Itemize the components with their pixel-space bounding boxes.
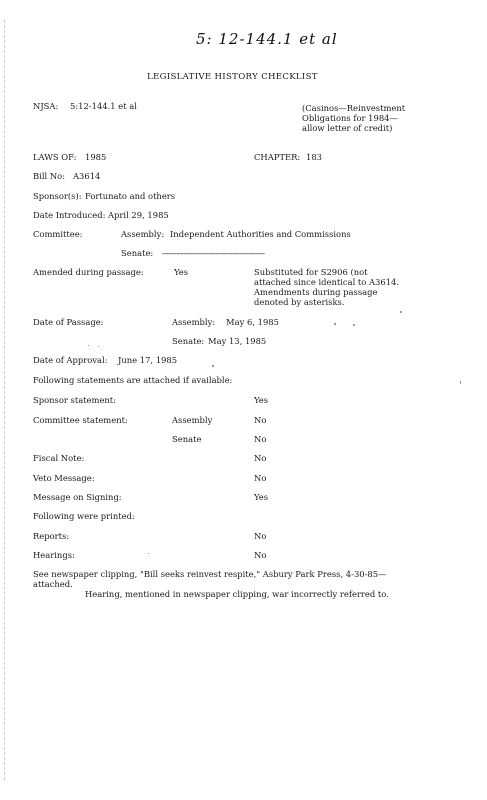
hearings-value: No	[254, 550, 267, 560]
passage-assembly-value: May 6, 1985	[226, 317, 279, 327]
scan-speck	[353, 324, 355, 326]
scan-speck	[98, 346, 99, 347]
scan-speck	[460, 381, 461, 384]
veto-message-label: Veto Message:	[33, 473, 95, 483]
scan-edge-line	[4, 20, 5, 780]
page-title: LEGISLATIVE HISTORY CHECKLIST	[147, 72, 318, 82]
chapter-label: CHAPTER:	[254, 152, 301, 162]
committee-statement-senate-value: No	[254, 434, 267, 444]
scan-speck	[334, 323, 336, 325]
committee-label: Committee:	[33, 229, 83, 239]
clipping-note: See newspaper clipping, "Bill seeks reinvest respite," Asbury Park Press, 4-30-85— attached.	[33, 569, 387, 589]
njsa-value: 5:12-144.1 et al	[70, 101, 137, 111]
reports-value: No	[254, 531, 267, 541]
amended-note: Substituted for S2906 (not attached since identical to A3614. Amendments during passage denoted by asterisks.	[254, 267, 400, 307]
chapter-value: 183	[306, 152, 322, 162]
committee-assembly-label: Assembly:	[121, 229, 165, 239]
committee-statement-senate-label: Senate	[172, 434, 202, 444]
passage-senate-label: Senate:	[172, 336, 205, 346]
committee-senate-blank: --------------------------------------------	[162, 248, 265, 258]
date-introduced-label: Date Introduced:	[33, 210, 106, 220]
printed-heading: Following were printed:	[33, 511, 135, 521]
handwritten-note: 5: 12-144.1 et al	[196, 30, 338, 48]
reports-label: Reports:	[33, 531, 70, 541]
date-of-approval-label: Date of Approval:	[33, 355, 108, 365]
committee-statement-label: Committee statement:	[33, 415, 128, 425]
bill-no-value: A3614	[73, 171, 101, 181]
committee-assembly-value: Independent Authorities and Commissions	[170, 229, 351, 239]
amended-value: Yes	[174, 267, 189, 277]
hearings-label: Hearings:	[33, 550, 75, 560]
sponsor-statement-value: Yes	[254, 395, 269, 405]
scan-speck	[148, 553, 149, 554]
fiscal-note-label: Fiscal Note:	[33, 453, 85, 463]
committee-senate-label: Senate:	[121, 248, 154, 258]
hearing-note: Hearing, mentioned in newspaper clipping, war incorrectly referred to.	[85, 589, 389, 599]
sponsors-value: Fortunato and others	[85, 191, 176, 201]
passage-senate-value: May 13, 1985	[208, 336, 267, 346]
amended-label: Amended during passage:	[33, 267, 144, 277]
njsa-label: NJSA:	[33, 101, 59, 111]
sponsor-statement-label: Sponsor statement:	[33, 395, 116, 405]
scan-speck	[400, 311, 402, 313]
laws-of-label: LAWS OF:	[33, 152, 77, 162]
committee-statement-assembly-value: No	[254, 415, 267, 425]
date-of-approval-value: June 17, 1985	[118, 355, 178, 365]
date-introduced-value: April 29, 1985	[108, 210, 169, 220]
veto-message-value: No	[254, 473, 267, 483]
statements-heading: Following statements are attached if available:	[33, 375, 233, 385]
scan-speck	[212, 365, 214, 367]
subject-note: (Casinos—Reinvestment Obligations for 1984—allow letter of credit)	[302, 103, 406, 133]
date-of-passage-label: Date of Passage:	[33, 317, 104, 327]
sponsors-label: Sponsor(s):	[33, 191, 82, 201]
committee-statement-assembly-label: Assembly	[172, 415, 213, 425]
laws-of-value: 1985	[85, 152, 107, 162]
message-on-signing-label: Message on Signing:	[33, 492, 122, 502]
bill-no-label: Bill No:	[33, 171, 66, 181]
message-on-signing-value: Yes	[254, 492, 269, 502]
passage-assembly-label: Assembly:	[172, 317, 216, 327]
scan-speck	[88, 345, 89, 346]
fiscal-note-value: No	[254, 453, 267, 463]
